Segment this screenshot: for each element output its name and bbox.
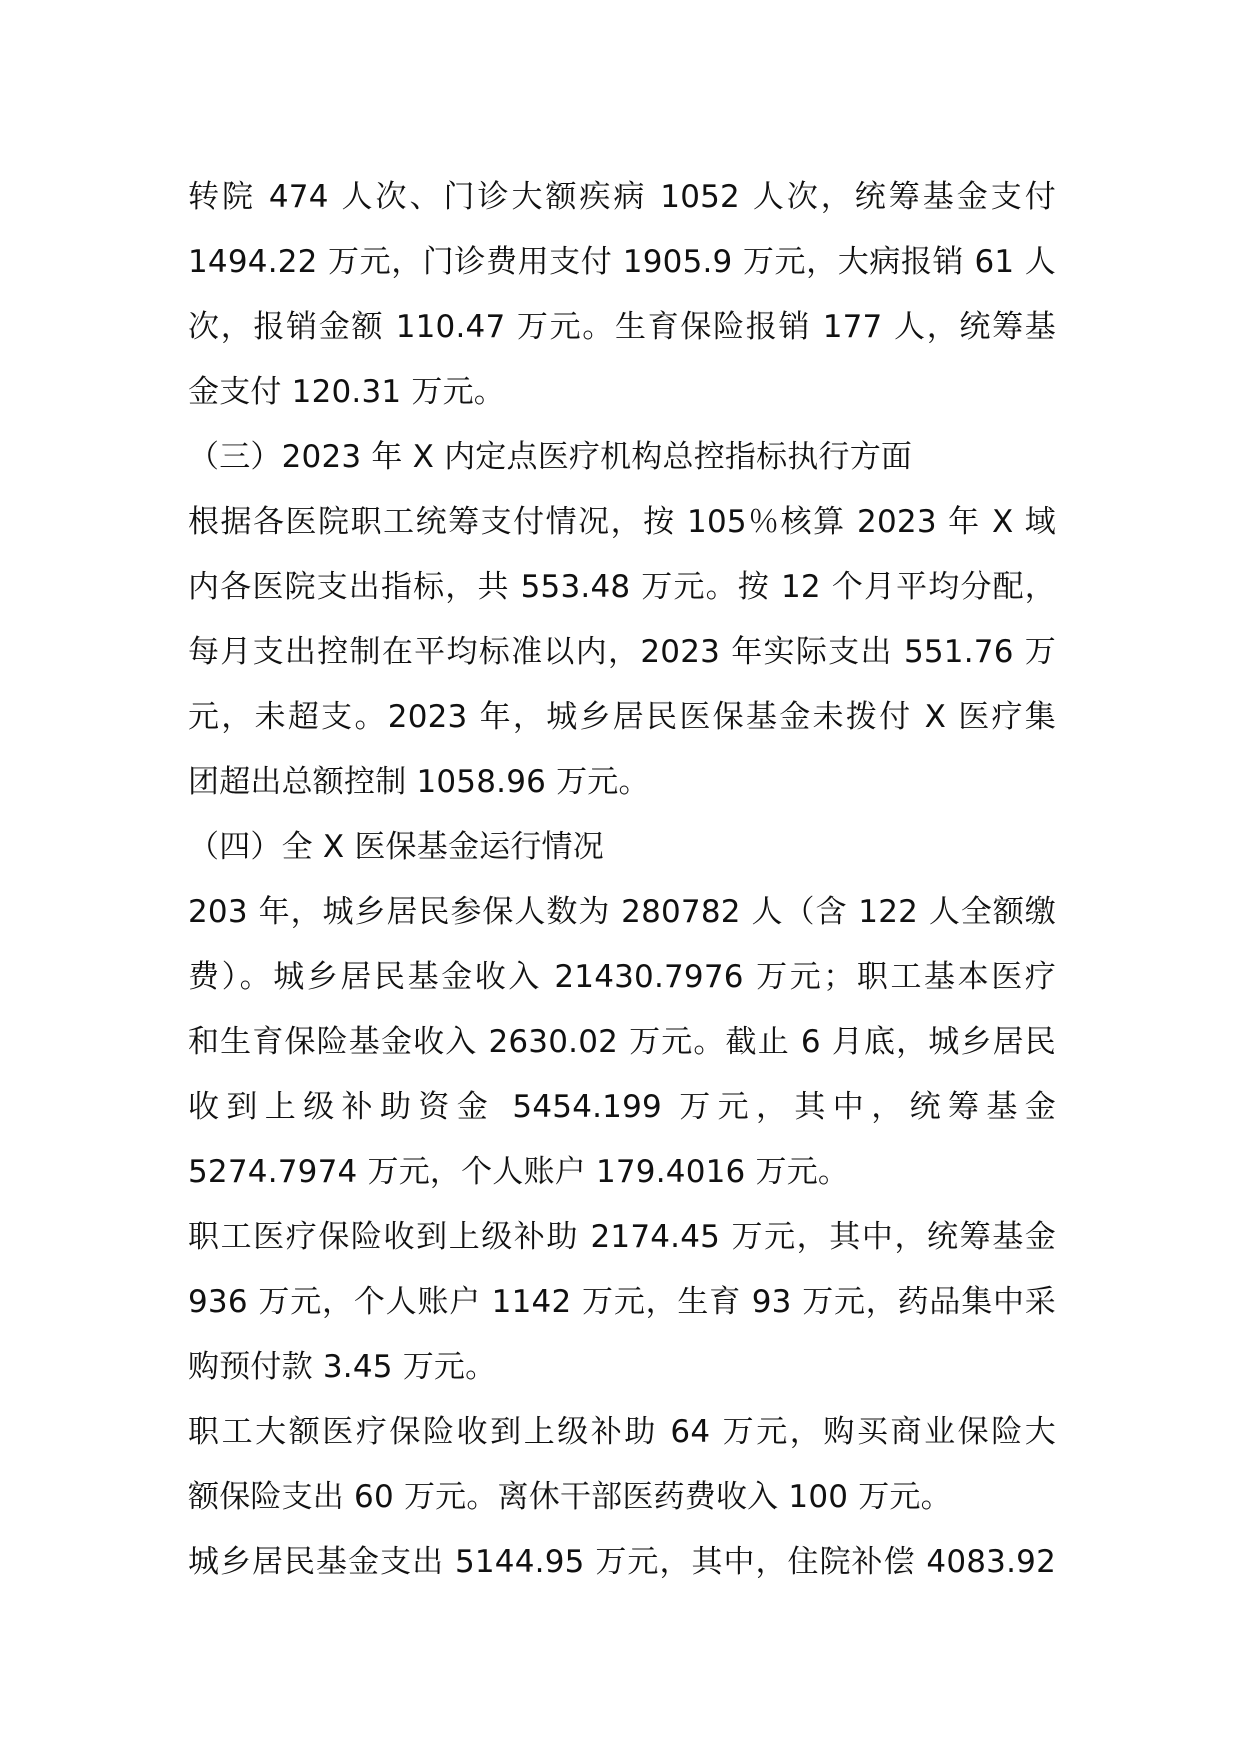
text-line: 根据各医院职工统筹支付情况，按 105％核算 2023 年 X 域 (188, 504, 1056, 540)
section-heading-4: （四）全 X 医保基金运行情况 (188, 829, 604, 865)
section-heading-3: （三）2023 年 X 内定点医疗机构总控指标执行方面 (188, 439, 913, 475)
text-line: 5274.7974 万元，个人账户 179.4016 万元。 (188, 1154, 850, 1190)
text-line: 职工大额医疗保险收到上级补助 64 万元，购买商业保险大 (188, 1414, 1056, 1450)
text-line: 次，报销金额 110.47 万元。生育保险报销 177 人，统筹基 (188, 309, 1056, 345)
text-line: 购预付款 3.45 万元。 (188, 1349, 497, 1385)
text-line: 1494.22 万元，门诊费用支付 1905.9 万元，大病报销 61 人 (188, 244, 1056, 280)
text-line: 收到上级补助资金 5454.199 万元，其中，统筹基金 (188, 1089, 1056, 1125)
text-line: 内各医院支出指标，共 553.48 万元。按 12 个月平均分配， (188, 569, 1056, 605)
text-line: 和生育保险基金收入 2630.02 万元。截止 6 月底，城乡居民 (188, 1024, 1056, 1060)
text-line: 金支付 120.31 万元。 (188, 374, 505, 410)
text-line: 费）。城乡居民基金收入 21430.7976 万元；职工基本医疗 (188, 959, 1056, 995)
text-line: 元，未超支。2023 年，城乡居民医保基金未拨付 X 医疗集 (188, 699, 1056, 735)
text-line: 每月支出控制在平均标准以内，2023 年实际支出 551.76 万 (188, 634, 1056, 670)
text-line: 团超出总额控制 1058.96 万元。 (188, 764, 650, 800)
text-line: 额保险支出 60 万元。离休干部医药费收入 100 万元。 (188, 1479, 952, 1515)
text-line: 城乡居民基金支出 5144.95 万元，其中，住院补偿 4083.92 (188, 1544, 1056, 1580)
text-line: 936 万元，个人账户 1142 万元，生育 93 万元，药品集中采 (188, 1284, 1056, 1320)
text-line: 职工医疗保险收到上级补助 2174.45 万元，其中，统筹基金 (188, 1219, 1056, 1255)
text-line: 转院 474 人次、门诊大额疾病 1052 人次，统筹基金支付 (188, 179, 1056, 215)
document-body (188, 165, 1056, 1595)
text-line: 203 年，城乡居民参保人数为 280782 人（含 122 人全额缴 (188, 894, 1056, 930)
